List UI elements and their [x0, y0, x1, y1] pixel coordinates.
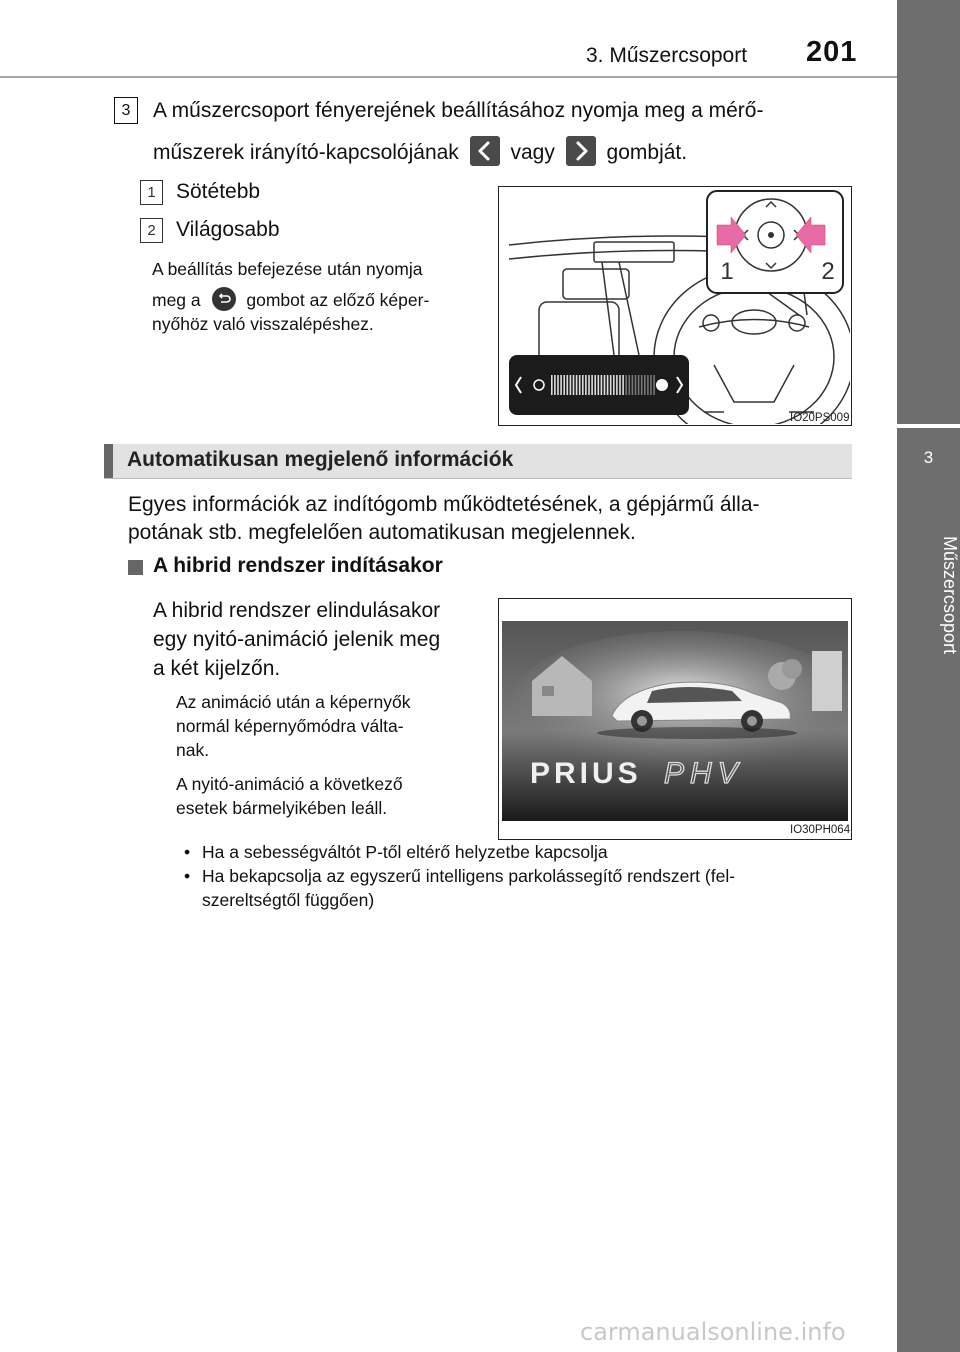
- sun-bright-icon: [656, 379, 668, 391]
- brightness-tick: [551, 375, 553, 395]
- body-line2: egy nyitó-animáció jelenik meg: [153, 628, 441, 651]
- item-number-2: 2: [140, 218, 163, 243]
- item-number-1: 1: [140, 180, 163, 205]
- step-text-2b: vagy: [510, 141, 555, 164]
- body-line3: a két kijelzőn.: [153, 657, 281, 680]
- page-number: 201: [806, 36, 858, 68]
- prius-illustration: [502, 621, 848, 821]
- note2-line1: A nyitó-animáció a következő: [176, 774, 403, 794]
- brightness-tick: [638, 375, 640, 395]
- note2-line2: esetek bármelyikében leáll.: [176, 798, 388, 818]
- bullet-item: • Ha a sebességváltót P-től eltérő helyzetbe kapcsolja: [180, 840, 856, 864]
- step-text-line1: [153, 96, 851, 126]
- brightness-tick: [647, 375, 649, 395]
- intro-line2: potának stb. megfelelően automatikusan megjelennek.: [128, 521, 636, 544]
- running-header-section: 3. Műszercsoport: [586, 44, 748, 67]
- chevron-right-button-icon: [566, 136, 596, 166]
- brightness-tick: [629, 375, 631, 395]
- section-banner: [104, 444, 852, 478]
- note-line1: A beállítás befejezése után nyomja: [152, 259, 423, 279]
- brightness-tick: [567, 375, 569, 395]
- subheading: A hibrid rendszer indításakor: [153, 554, 443, 577]
- header-rule: [0, 76, 960, 78]
- brightness-tick: [557, 375, 559, 395]
- step-number-box: 3: [114, 97, 138, 124]
- note-text-2b: gombot az előző képer-: [246, 290, 430, 310]
- square-bullet-icon: [128, 560, 143, 575]
- step-text-2c: gombját.: [606, 141, 688, 164]
- item-label-darker: Sötétebb: [176, 180, 261, 203]
- figure-code: IO30PH064: [790, 824, 851, 836]
- brightness-tick: [598, 375, 600, 395]
- step-text-2a: műszerek irányító-kapcsolójának: [153, 141, 459, 164]
- callout-2: 2: [821, 258, 835, 285]
- phv-logo-text: PHV: [664, 757, 744, 790]
- intro-line1: Egyes információk az indítógomb működtetésének, a gépjármű álla-: [128, 493, 760, 516]
- bullet-list: [180, 840, 856, 912]
- brightness-tick: [579, 375, 581, 395]
- brightness-tick: [632, 375, 634, 395]
- brightness-tick: [653, 375, 655, 395]
- bullet-item: • Ha bekapcsolja az egyszerű intelligens parkolássegítő rendszert (fel-: [180, 864, 856, 888]
- brightness-tick: [622, 375, 624, 395]
- dashboard-illustration: [499, 187, 850, 424]
- brightness-tick: [585, 375, 587, 395]
- chapter-label: Műszercsoport: [940, 535, 960, 655]
- brightness-tick: [619, 375, 621, 395]
- side-tab-upper: [897, 0, 960, 424]
- note-line3: nyőhöz való visszalépéshez.: [152, 314, 374, 334]
- brightness-tick: [570, 375, 572, 395]
- bullet-item-continuation: szereltségtől függően): [202, 890, 375, 910]
- item-label-brighter: Világosabb: [176, 218, 280, 241]
- brightness-tick: [644, 375, 646, 395]
- back-button-icon: [212, 287, 236, 311]
- brightness-tick: [625, 375, 627, 395]
- step-text-1: A műszercsoport fényerejének beállításához nyomja meg a mérő-: [153, 99, 764, 122]
- section-title: Automatikusan megjelenő információk: [127, 448, 514, 471]
- brightness-tick: [573, 375, 575, 395]
- chapter-number: 3: [923, 448, 934, 467]
- chevron-left-button-icon: [470, 136, 500, 166]
- body-line1: A hibrid rendszer elindulásakor: [153, 599, 441, 622]
- banner-underline: [104, 478, 852, 479]
- figure-prius-animation: [498, 598, 852, 840]
- brightness-tick: [582, 375, 584, 395]
- note1-line2: normál képernyőmódra válta-: [176, 716, 404, 736]
- brightness-tick: [591, 375, 593, 395]
- prius-logo-text: PRIUS: [530, 757, 642, 790]
- note-text-2a: meg a: [152, 290, 201, 310]
- figure-code: IO20PS009: [790, 412, 850, 424]
- brightness-tick: [560, 375, 562, 395]
- note1-line1: Az animáció után a képernyők: [176, 692, 411, 712]
- brightness-tick: [604, 375, 606, 395]
- brightness-tick: [641, 375, 643, 395]
- brightness-tick: [594, 375, 596, 395]
- brightness-tick: [607, 375, 609, 395]
- watermark: carmanualsonline.info: [580, 1318, 846, 1346]
- step-text-line2: [153, 138, 773, 168]
- brightness-tick: [635, 375, 637, 395]
- brightness-tick: [554, 375, 556, 395]
- brightness-tick: [563, 375, 565, 395]
- brightness-tick: [601, 375, 603, 395]
- note1-line3: nak.: [176, 740, 210, 760]
- note-line2: [152, 288, 478, 313]
- figure-dashboard: [498, 186, 852, 426]
- brightness-tick: [613, 375, 615, 395]
- callout-1: 1: [720, 258, 734, 285]
- brightness-tick: [576, 375, 578, 395]
- brightness-tick: [610, 375, 612, 395]
- brightness-tick: [650, 375, 652, 395]
- brightness-tick: [588, 375, 590, 395]
- brightness-tick: [616, 375, 618, 395]
